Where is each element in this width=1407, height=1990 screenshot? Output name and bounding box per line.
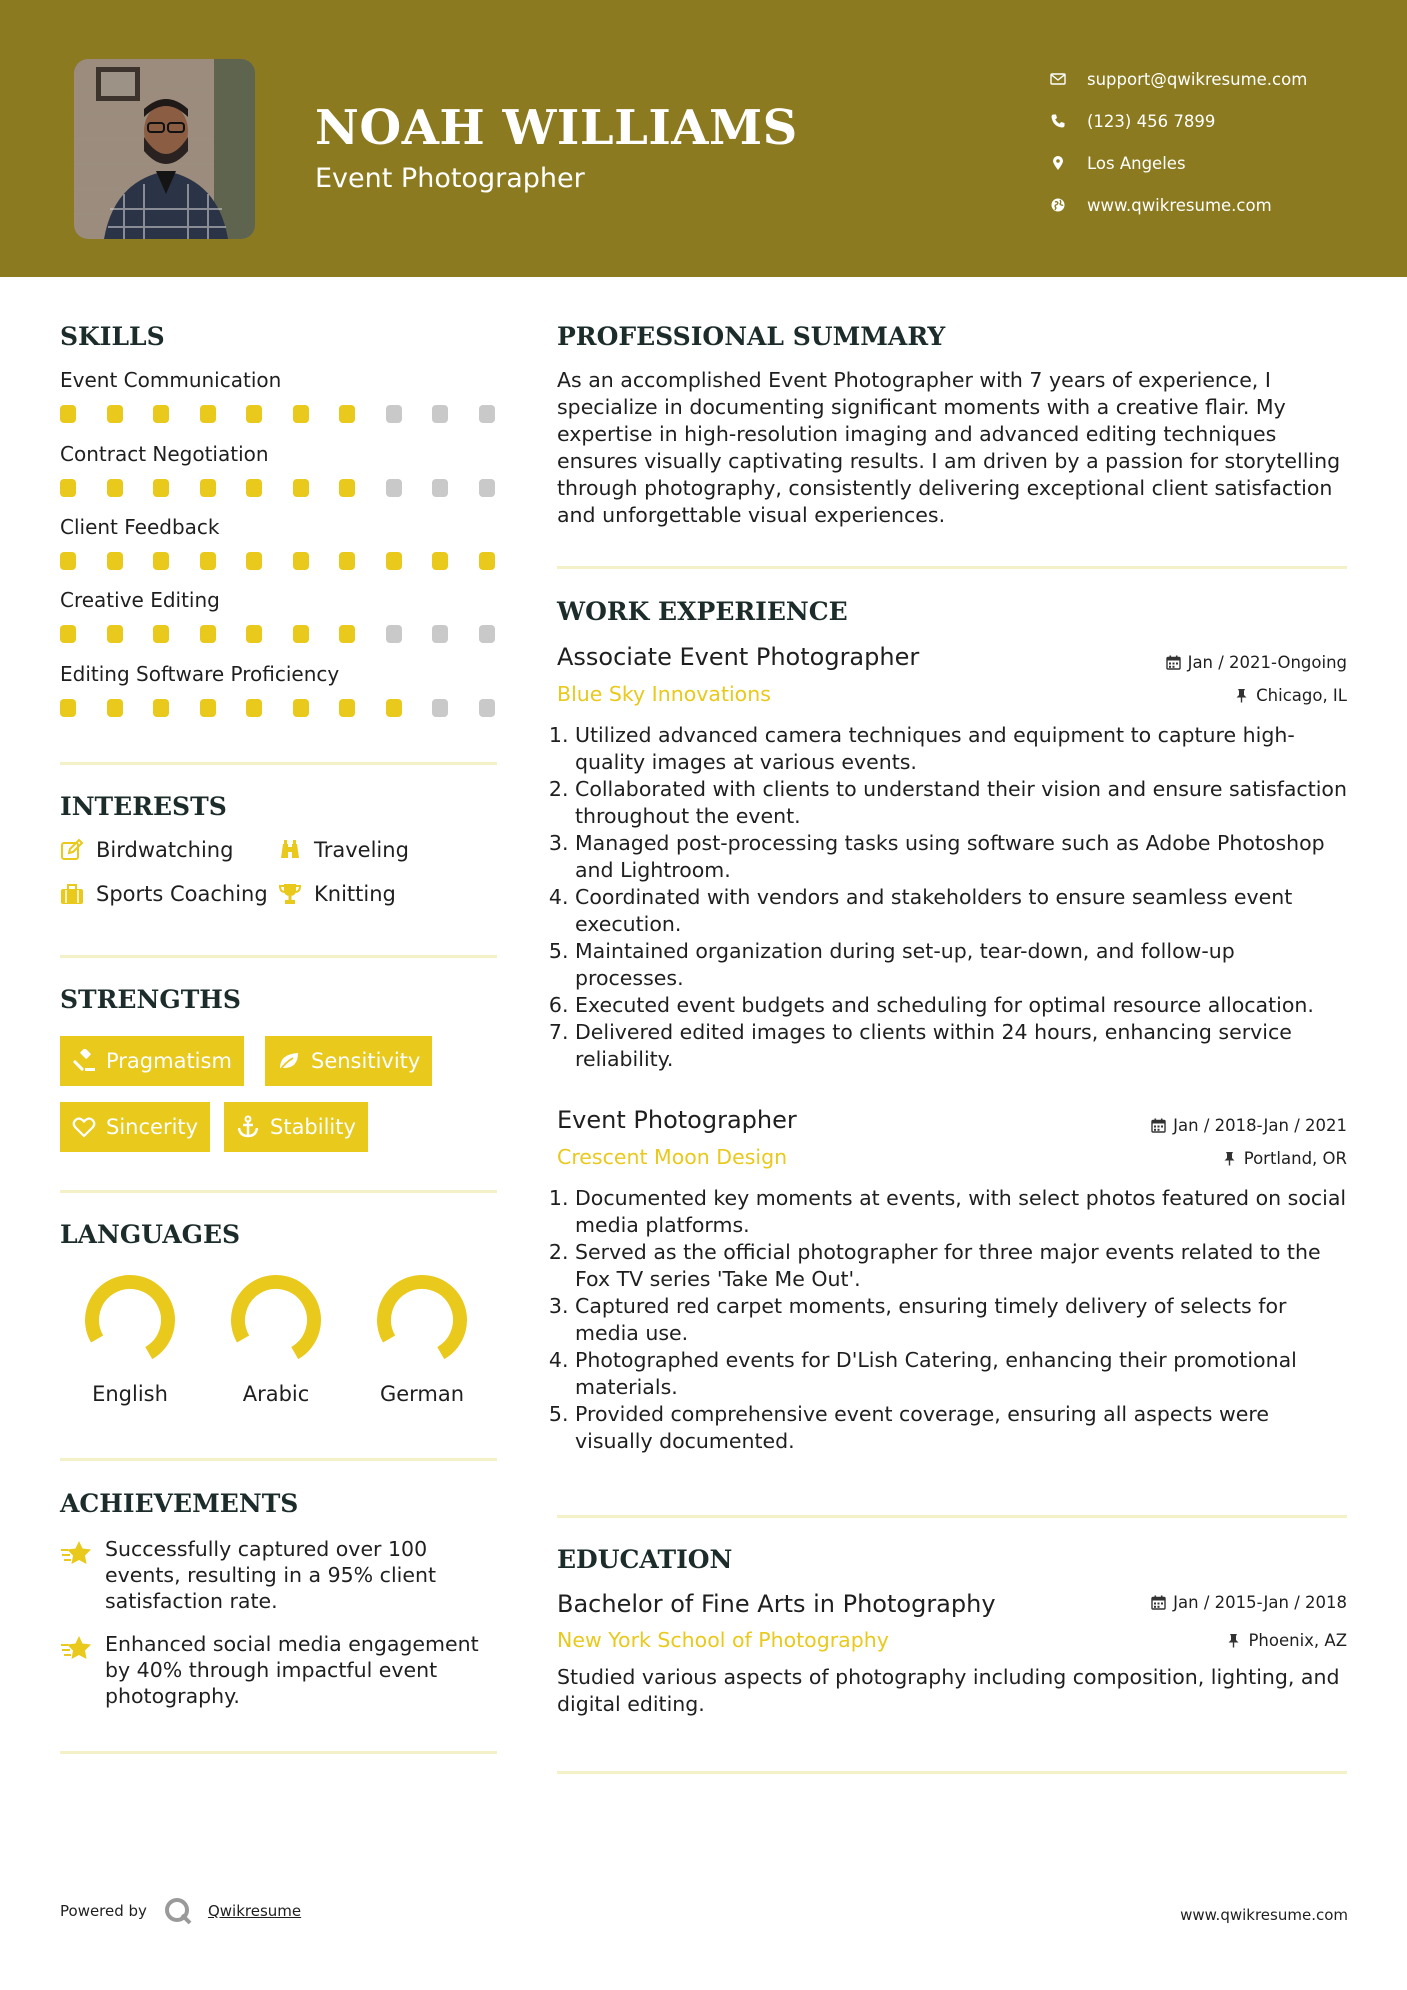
language-gauge <box>372 1270 472 1370</box>
contact-list <box>1050 58 1390 226</box>
skill-name: Client Feedback <box>60 515 220 539</box>
skill-dot-filled <box>107 699 123 717</box>
powered-by-text: Powered by <box>60 1902 147 1920</box>
section-divider <box>557 1771 1347 1774</box>
contact-email[interactable] <box>1050 58 1390 100</box>
achievement-item <box>60 1631 497 1709</box>
language-name: Arabic <box>242 1382 310 1406</box>
job-title: Event Photographer <box>557 1106 797 1134</box>
skill-dot-filled <box>107 405 123 423</box>
map-pin-icon <box>1050 155 1087 171</box>
skill-rating <box>60 405 500 423</box>
skill-dot-filled <box>200 699 216 717</box>
skill-dot-filled <box>153 625 169 643</box>
interest-item <box>278 838 409 862</box>
job-bullet: 6. Executed event budgets and scheduling for optimal resource allocation. <box>575 992 1347 1019</box>
skill-dot-filled <box>246 405 262 423</box>
footer-powered-by <box>60 1896 301 1926</box>
skill-dot-empty <box>386 625 402 643</box>
skill-dot-empty <box>432 479 448 497</box>
globe-icon <box>1050 197 1087 213</box>
skill-dot-filled <box>60 405 76 423</box>
skill-dot-filled <box>339 625 355 643</box>
strength-label: Sensitivity <box>311 1049 421 1073</box>
resume-header <box>0 0 1407 277</box>
job-bullet: 7. Delivered edited images to clients within 24 hours, enhancing service reliability. <box>575 1019 1347 1073</box>
skill-dot-filled <box>293 699 309 717</box>
skill-dot-filled <box>246 699 262 717</box>
envelope-icon <box>1050 71 1087 87</box>
job-bullet: 2. Served as the official photographer for three major events related to the Fox TV series 'Take Me Out'. <box>575 1239 1347 1293</box>
job-bullet: 3. Captured red carpet moments, ensuring timely delivery of selects for media use. <box>575 1293 1347 1347</box>
job-location <box>1222 1149 1347 1168</box>
skill-dot-filled <box>339 552 355 570</box>
education-location-text: Phoenix, AZ <box>1248 1631 1347 1650</box>
job-bullets <box>557 1185 1347 1455</box>
education-dates-text: Jan / 2015-Jan / 2018 <box>1173 1593 1347 1612</box>
skill-dot-filled <box>293 625 309 643</box>
skill-dot-filled <box>60 479 76 497</box>
job-location <box>1234 686 1347 705</box>
interest-label: Knitting <box>314 882 396 906</box>
skill-dot-empty <box>479 479 495 497</box>
language-item <box>60 1270 200 1406</box>
star-icon <box>60 1631 105 1709</box>
skill-name: Creative Editing <box>60 588 220 612</box>
section-divider <box>60 955 497 958</box>
interest-item <box>60 838 233 862</box>
section-divider <box>60 1751 497 1754</box>
skill-dot-filled <box>200 479 216 497</box>
experience-heading: WORK EXPERIENCE <box>557 597 848 626</box>
language-name: English <box>92 1382 168 1406</box>
job-location-text: Portland, OR <box>1243 1149 1347 1168</box>
languages-heading: LANGUAGES <box>60 1220 241 1249</box>
education-description: Studied various aspects of photography including composition, lighting, and digital editing. <box>557 1665 1340 1716</box>
job-title: Associate Event Photographer <box>557 643 920 671</box>
skill-dot-filled <box>153 405 169 423</box>
pushpin-icon <box>1222 1151 1237 1166</box>
skill-dot-filled <box>200 625 216 643</box>
profile-photo <box>74 59 255 239</box>
skill-dot-empty <box>479 699 495 717</box>
language-item <box>352 1270 492 1406</box>
skill-dot-filled <box>60 552 76 570</box>
section-divider <box>60 762 497 765</box>
skill-rating <box>60 625 500 643</box>
job-bullet: 4. Photographed events for D'Lish Catering, enhancing their promotional materials. <box>575 1347 1347 1401</box>
interest-item <box>278 882 396 906</box>
skill-dot-filled <box>293 479 309 497</box>
skill-name: Event Communication <box>60 368 282 392</box>
interest-label: Sports Coaching <box>96 882 268 906</box>
star-icon <box>60 1536 105 1614</box>
skill-dot-filled <box>153 479 169 497</box>
briefcase-icon <box>60 882 96 906</box>
achievements-heading: ACHIEVEMENTS <box>60 1489 299 1518</box>
skill-dot-empty <box>386 479 402 497</box>
interest-label: Birdwatching <box>96 838 234 862</box>
binoculars-icon <box>278 838 314 862</box>
calendar-icon <box>1151 1118 1166 1133</box>
contact-location <box>1050 142 1390 184</box>
pushpin-icon <box>1226 1633 1241 1648</box>
section-divider <box>60 1190 497 1193</box>
profile-photo-image <box>74 59 255 239</box>
qwikresume-link[interactable]: Qwikresume <box>207 1902 302 1920</box>
pushpin-icon <box>1234 688 1249 703</box>
contact-phone-text: (123) 456 7899 <box>1087 111 1216 131</box>
skill-dot-filled <box>479 552 495 570</box>
language-item <box>206 1270 346 1406</box>
achievement-item <box>60 1536 497 1614</box>
summary-heading: PROFESSIONAL SUMMARY <box>557 322 946 351</box>
job-dates <box>1151 1116 1347 1135</box>
summary-text: As an accomplished Event Photographer with 7 years of experience, I specialize in documenting significant moments with a creative flair. My expertise in high-resolution imaging and advanced editing techniques ensures visually captivating results. I am driven by a passion for storytelling through photography, consistently delivering exceptional client satisfaction and unforgettable visual experiences. <box>557 368 1341 527</box>
skill-dot-empty <box>432 699 448 717</box>
strength-badge <box>60 1102 210 1152</box>
skill-dot-empty <box>479 625 495 643</box>
job-bullet: 5. Maintained organization during set-up, tear-down, and follow-up processes. <box>575 938 1347 992</box>
contact-email-text: support@qwikresume.com <box>1087 69 1308 89</box>
skill-rating <box>60 552 500 570</box>
skill-dot-filled <box>386 699 402 717</box>
education-dates <box>1151 1593 1347 1612</box>
job-dates-text: Jan / 2018-Jan / 2021 <box>1173 1116 1347 1135</box>
strengths-heading: STRENGTHS <box>60 985 241 1014</box>
language-name: German <box>379 1382 465 1406</box>
strength-label: Stability <box>270 1115 356 1139</box>
job-bullets <box>557 722 1347 1073</box>
skill-dot-filled <box>386 552 402 570</box>
strength-badge <box>224 1102 368 1152</box>
education-heading: EDUCATION <box>557 1545 733 1574</box>
anchor-icon <box>236 1115 260 1139</box>
leaf-icon <box>277 1049 301 1073</box>
skill-dot-filled <box>153 699 169 717</box>
skill-dot-filled <box>60 625 76 643</box>
skill-dot-filled <box>60 699 76 717</box>
skill-dot-filled <box>432 552 448 570</box>
heart-icon <box>72 1115 96 1139</box>
strength-badge <box>265 1036 432 1086</box>
school-name: New York School of Photography <box>557 1628 889 1652</box>
contact-website-text: www.qwikresume.com <box>1087 195 1272 215</box>
interests-heading: INTERESTS <box>60 792 227 821</box>
skills-heading: SKILLS <box>60 322 165 351</box>
skill-dot-filled <box>200 552 216 570</box>
achievement-text: Successfully captured over 100 events, resulting in a 95% client satisfaction rate. <box>105 1537 436 1613</box>
company-name: Blue Sky Innovations <box>557 682 771 706</box>
strength-badge <box>60 1036 244 1086</box>
section-divider <box>557 1515 1347 1518</box>
degree-title: Bachelor of Fine Arts in Photography <box>557 1590 996 1618</box>
section-divider <box>557 566 1347 569</box>
candidate-title: Event Photographer <box>315 163 585 194</box>
section-divider <box>60 1458 497 1461</box>
skill-dot-filled <box>107 479 123 497</box>
contact-website[interactable] <box>1050 184 1390 226</box>
footer-website[interactable]: www.qwikresume.com <box>1180 1906 1348 1924</box>
interest-label: Traveling <box>314 838 409 862</box>
contact-location-text: Los Angeles <box>1087 153 1186 173</box>
skill-dot-filled <box>153 552 169 570</box>
job-bullet: 3. Managed post-processing tasks using software such as Adobe Photoshop and Lightroom. <box>575 830 1347 884</box>
trophy-icon <box>278 882 314 906</box>
candidate-name: NOAH WILLIAMS <box>315 100 798 156</box>
gavel-icon <box>72 1049 96 1073</box>
interest-item <box>60 882 268 906</box>
skill-dot-empty <box>386 405 402 423</box>
skill-dot-filled <box>339 699 355 717</box>
skill-dot-filled <box>246 552 262 570</box>
skill-dot-filled <box>246 479 262 497</box>
skill-dot-filled <box>293 405 309 423</box>
job-dates <box>1166 653 1347 672</box>
skill-rating <box>60 699 500 717</box>
calendar-icon <box>1151 1595 1166 1610</box>
language-gauge <box>226 1270 326 1370</box>
strength-label: Sincerity <box>106 1115 199 1139</box>
job-dates-text: Jan / 2021-Ongoing <box>1187 653 1347 672</box>
skill-rating <box>60 479 500 497</box>
qwikresume-logo-icon <box>163 1896 193 1926</box>
achievement-text: Enhanced social media engagement by 40% through impactful event photography. <box>105 1632 479 1708</box>
contact-phone[interactable] <box>1050 100 1390 142</box>
skill-dot-empty <box>479 405 495 423</box>
skill-dot-filled <box>293 552 309 570</box>
calendar-icon <box>1166 655 1181 670</box>
company-name: Crescent Moon Design <box>557 1145 788 1169</box>
job-bullet: 5. Provided comprehensive event coverage, ensuring all aspects were visually documented. <box>575 1401 1347 1455</box>
job-location-text: Chicago, IL <box>1256 686 1347 705</box>
phone-icon <box>1050 113 1087 129</box>
skill-name: Editing Software Proficiency <box>60 662 340 686</box>
skill-dot-filled <box>107 552 123 570</box>
skill-dot-filled <box>339 479 355 497</box>
skill-dot-filled <box>339 405 355 423</box>
strength-label: Pragmatism <box>106 1049 232 1073</box>
language-gauge <box>80 1270 180 1370</box>
skill-dot-filled <box>107 625 123 643</box>
skill-dot-empty <box>432 405 448 423</box>
skill-name: Contract Negotiation <box>60 442 269 466</box>
skill-dot-empty <box>432 625 448 643</box>
skill-dot-filled <box>246 625 262 643</box>
pencil-square-icon <box>60 838 96 862</box>
skill-dot-filled <box>200 405 216 423</box>
job-bullet: 1. Documented key moments at events, with select photos featured on social media platforms. <box>575 1185 1347 1239</box>
job-bullet: 4. Coordinated with vendors and stakeholders to ensure seamless event execution. <box>575 884 1347 938</box>
job-bullet: 2. Collaborated with clients to understand their vision and ensure satisfaction throughout the event. <box>575 776 1347 830</box>
job-bullet: 1. Utilized advanced camera techniques and equipment to capture high-quality images at various events. <box>575 722 1347 776</box>
education-location <box>1226 1631 1347 1650</box>
